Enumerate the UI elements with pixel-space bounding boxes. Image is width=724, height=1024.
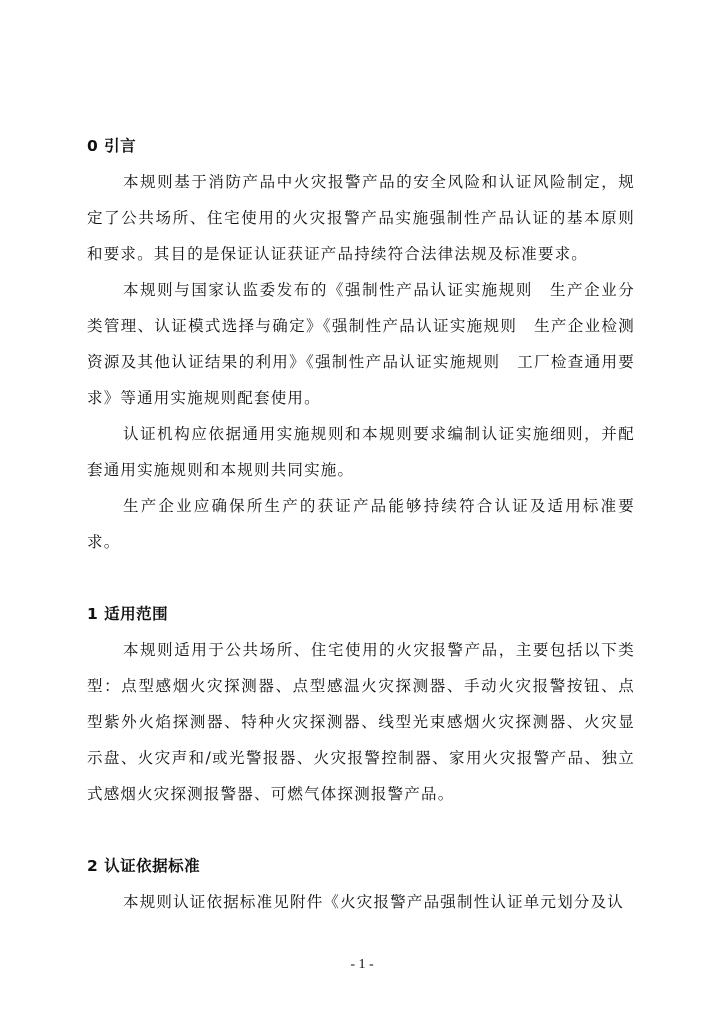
document-body bbox=[87, 128, 635, 920]
paragraph-standards-reference: 本规则认证依据标准见附件《火灾报警产品强制性认证单元划分及认 bbox=[123, 893, 625, 911]
paragraph-intro-purpose: 本规则基于消防产品中火灾报警产品的安全风险和认证风险制定，规定了公共场所、住宅使用的火灾报警产品实施强制性产品认证的基本原则和要求。其目的是保证认证获证产品持续符合法律法规及标准要求。 bbox=[87, 173, 635, 263]
paragraph-intro-manufacturer: 生产企业应确保所生产的获证产品能够持续符合认证及适用标准要求。 bbox=[87, 497, 635, 551]
section-heading-scope: 1 适用范围 bbox=[87, 605, 169, 623]
paragraph-scope-products: 本规则适用于公共场所、住宅使用的火灾报警产品，主要包括以下类型：点型感烟火灾探测器、点型感温火灾探测器、手动火灾报警按钮、点型紫外火焰探测器、特种火灾探测器、线型光束感烟火灾探测器、火灾显示盘、火灾声和/或光警报器、火灾报警控制器、家用火灾报警产品、独立式感烟火灾探测报警器、可燃气体探测报警产品。 bbox=[87, 641, 635, 803]
page-number: - 1 - bbox=[350, 957, 374, 972]
section-spacer bbox=[87, 812, 635, 848]
section-heading-introduction: 0 引言 bbox=[87, 137, 137, 155]
section-heading-standards: 2 认证依据标准 bbox=[87, 857, 201, 875]
paragraph-intro-general-rules: 本规则与国家认监委发布的《强制性产品认证实施规则 生产企业分类管理、认证模式选择与确定》《强制性产品认证实施规则 生产企业检测资源及其他认证结果的利用》《强制性产品认证实施规则 工厂检查通用要求》等通用实施规则配套使用。 bbox=[87, 281, 635, 407]
section-spacer bbox=[87, 560, 635, 596]
paragraph-intro-certification-body: 认证机构应依据通用实施规则和本规则要求编制认证实施细则，并配套通用实施规则和本规则共同实施。 bbox=[87, 425, 635, 479]
